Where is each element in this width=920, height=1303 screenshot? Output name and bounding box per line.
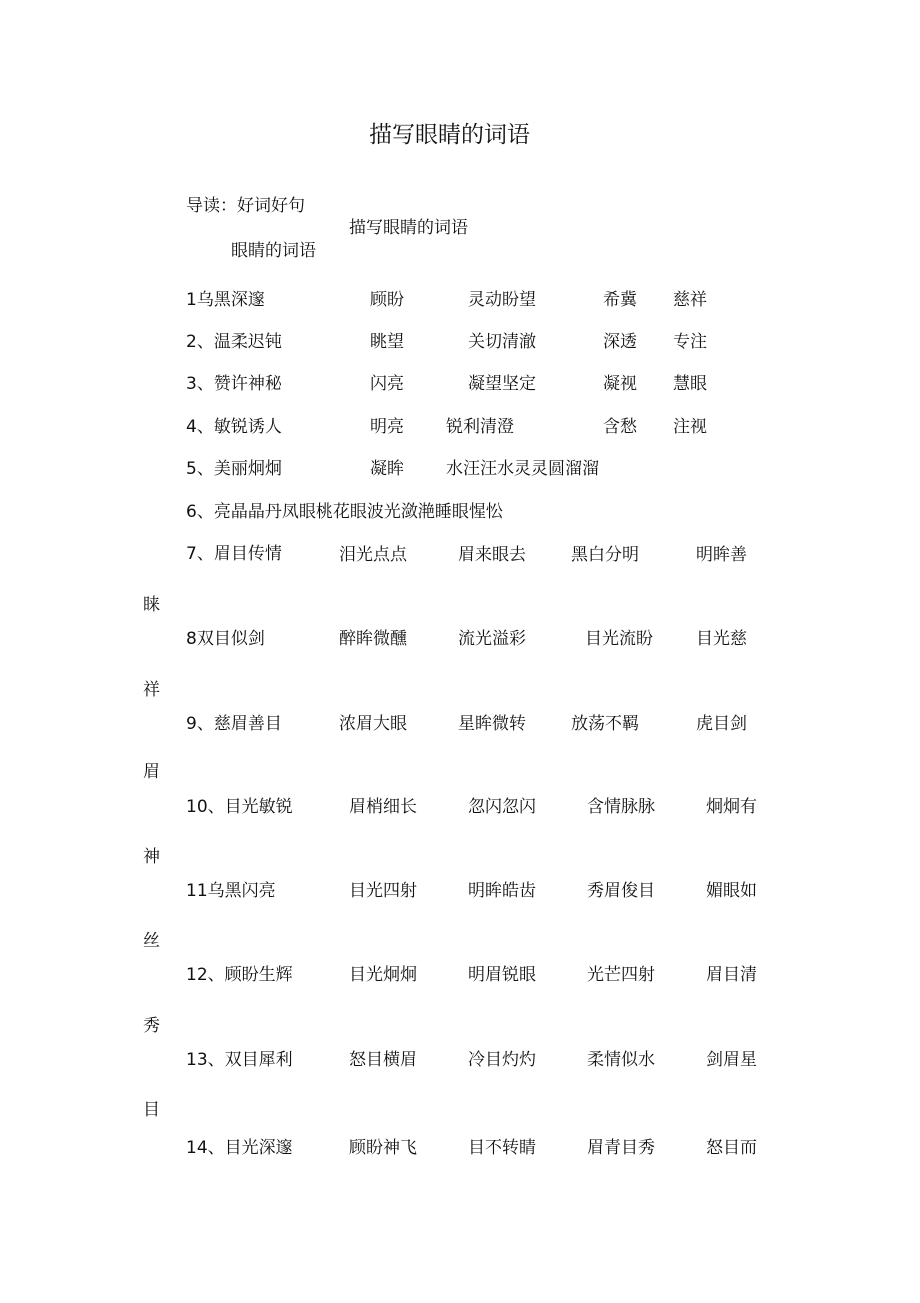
word-cell: 13、双目犀利 xyxy=(186,1050,293,1070)
word-cell: 凝视 xyxy=(603,374,637,394)
word-cell: 含愁 xyxy=(603,417,637,437)
word-cell: 含情脉脉 xyxy=(587,797,655,817)
word-cell: 眉梢细长 xyxy=(349,797,417,817)
word-cell: 剑眉星 xyxy=(706,1050,757,1070)
word-cell: 10、目光敏锐 xyxy=(186,797,293,817)
word-cell: 黑白分明 xyxy=(571,545,639,565)
word-cell: 顾盼神飞 xyxy=(349,1138,417,1158)
word-cell: 6、亮晶晶丹凤眼桃花眼波光潋滟睡眼惺忪 xyxy=(186,502,503,522)
word-cell: 凝眸 xyxy=(370,459,404,479)
word-cell: 顾盼 xyxy=(370,290,404,310)
word-cell: 目光流盼 xyxy=(585,629,653,649)
word-cell: 关切清澈 xyxy=(468,332,536,352)
word-cell: 忽闪忽闪 xyxy=(468,797,536,817)
word-cell: 目光炯炯 xyxy=(349,965,417,985)
wrapped-char: 眉 xyxy=(143,762,160,782)
word-cell: 闪亮 xyxy=(370,374,404,394)
word-cell: 光芒四射 xyxy=(587,965,655,985)
word-cell: 7、眉目传情 xyxy=(186,544,282,564)
word-cell: 14、目光深邃 xyxy=(186,1138,293,1158)
word-cell: 慧眼 xyxy=(673,374,707,394)
word-cell: 虎目剑 xyxy=(696,714,747,734)
word-cell: 放荡不羁 xyxy=(571,714,639,734)
word-cell: 泪光点点 xyxy=(339,545,407,565)
word-cell: 凝望坚定 xyxy=(468,374,536,394)
word-cell: 明亮 xyxy=(370,417,404,437)
word-cell: 专注 xyxy=(673,332,707,352)
wrapped-char: 目 xyxy=(143,1100,160,1120)
word-cell: 眉目清 xyxy=(706,965,757,985)
wrapped-char: 神 xyxy=(143,847,160,867)
word-cell: 5、美丽炯炯 xyxy=(186,459,282,479)
word-cell: 3、赞许神秘 xyxy=(186,374,282,394)
section-heading: 眼睛的词语 xyxy=(231,241,316,261)
word-cell: 注视 xyxy=(673,417,707,437)
word-cell: 柔情似水 xyxy=(587,1050,655,1070)
word-cell: 明眸善 xyxy=(696,545,747,565)
word-cell: 星眸微转 xyxy=(458,714,526,734)
word-cell: 明眉锐眼 xyxy=(468,965,536,985)
wrapped-char: 丝 xyxy=(143,931,160,951)
word-cell: 醉眸微醺 xyxy=(339,629,407,649)
word-cell: 目光慈 xyxy=(696,629,747,649)
word-cell: 希冀 xyxy=(603,290,637,310)
word-cell: 目不转睛 xyxy=(468,1138,536,1158)
word-cell: 9、慈眉善目 xyxy=(186,714,282,734)
subtitle: 描写眼睛的词语 xyxy=(349,218,468,238)
word-cell: 眉来眼去 xyxy=(458,545,526,565)
word-cell: 2、温柔迟钝 xyxy=(186,332,282,352)
word-cell: 8双目似剑 xyxy=(186,629,265,649)
word-cell: 怒目而 xyxy=(706,1138,757,1158)
word-cell: 冷目灼灼 xyxy=(468,1050,536,1070)
word-cell: 眉青目秀 xyxy=(587,1138,655,1158)
intro-line: 导读：好词好句 xyxy=(186,196,305,216)
word-cell: 11乌黑闪亮 xyxy=(186,881,276,901)
wrapped-char: 睐 xyxy=(143,595,160,615)
word-cell: 灵动盼望 xyxy=(468,290,536,310)
word-cell: 浓眉大眼 xyxy=(339,714,407,734)
word-cell: 流光溢彩 xyxy=(458,629,526,649)
word-cell: 4、敏锐诱人 xyxy=(186,417,282,437)
word-cell: 水汪汪水灵灵圆溜溜 xyxy=(446,459,599,479)
wrapped-char: 祥 xyxy=(143,680,160,700)
word-cell: 深透 xyxy=(603,332,637,352)
wrapped-char: 秀 xyxy=(143,1016,160,1036)
page-title: 描写眼睛的词语 xyxy=(369,122,530,148)
word-cell: 秀眉俊目 xyxy=(587,881,655,901)
word-cell: 锐利清澄 xyxy=(446,417,514,437)
word-cell: 慈祥 xyxy=(673,290,707,310)
word-cell: 目光四射 xyxy=(349,881,417,901)
word-cell: 12、顾盼生辉 xyxy=(186,965,293,985)
word-cell: 媚眼如 xyxy=(706,881,757,901)
word-cell: 眺望 xyxy=(370,332,404,352)
word-cell: 明眸皓齿 xyxy=(468,881,536,901)
word-cell: 1乌黑深邃 xyxy=(186,290,265,310)
word-cell: 炯炯有 xyxy=(706,797,757,817)
word-cell: 怒目横眉 xyxy=(349,1050,417,1070)
